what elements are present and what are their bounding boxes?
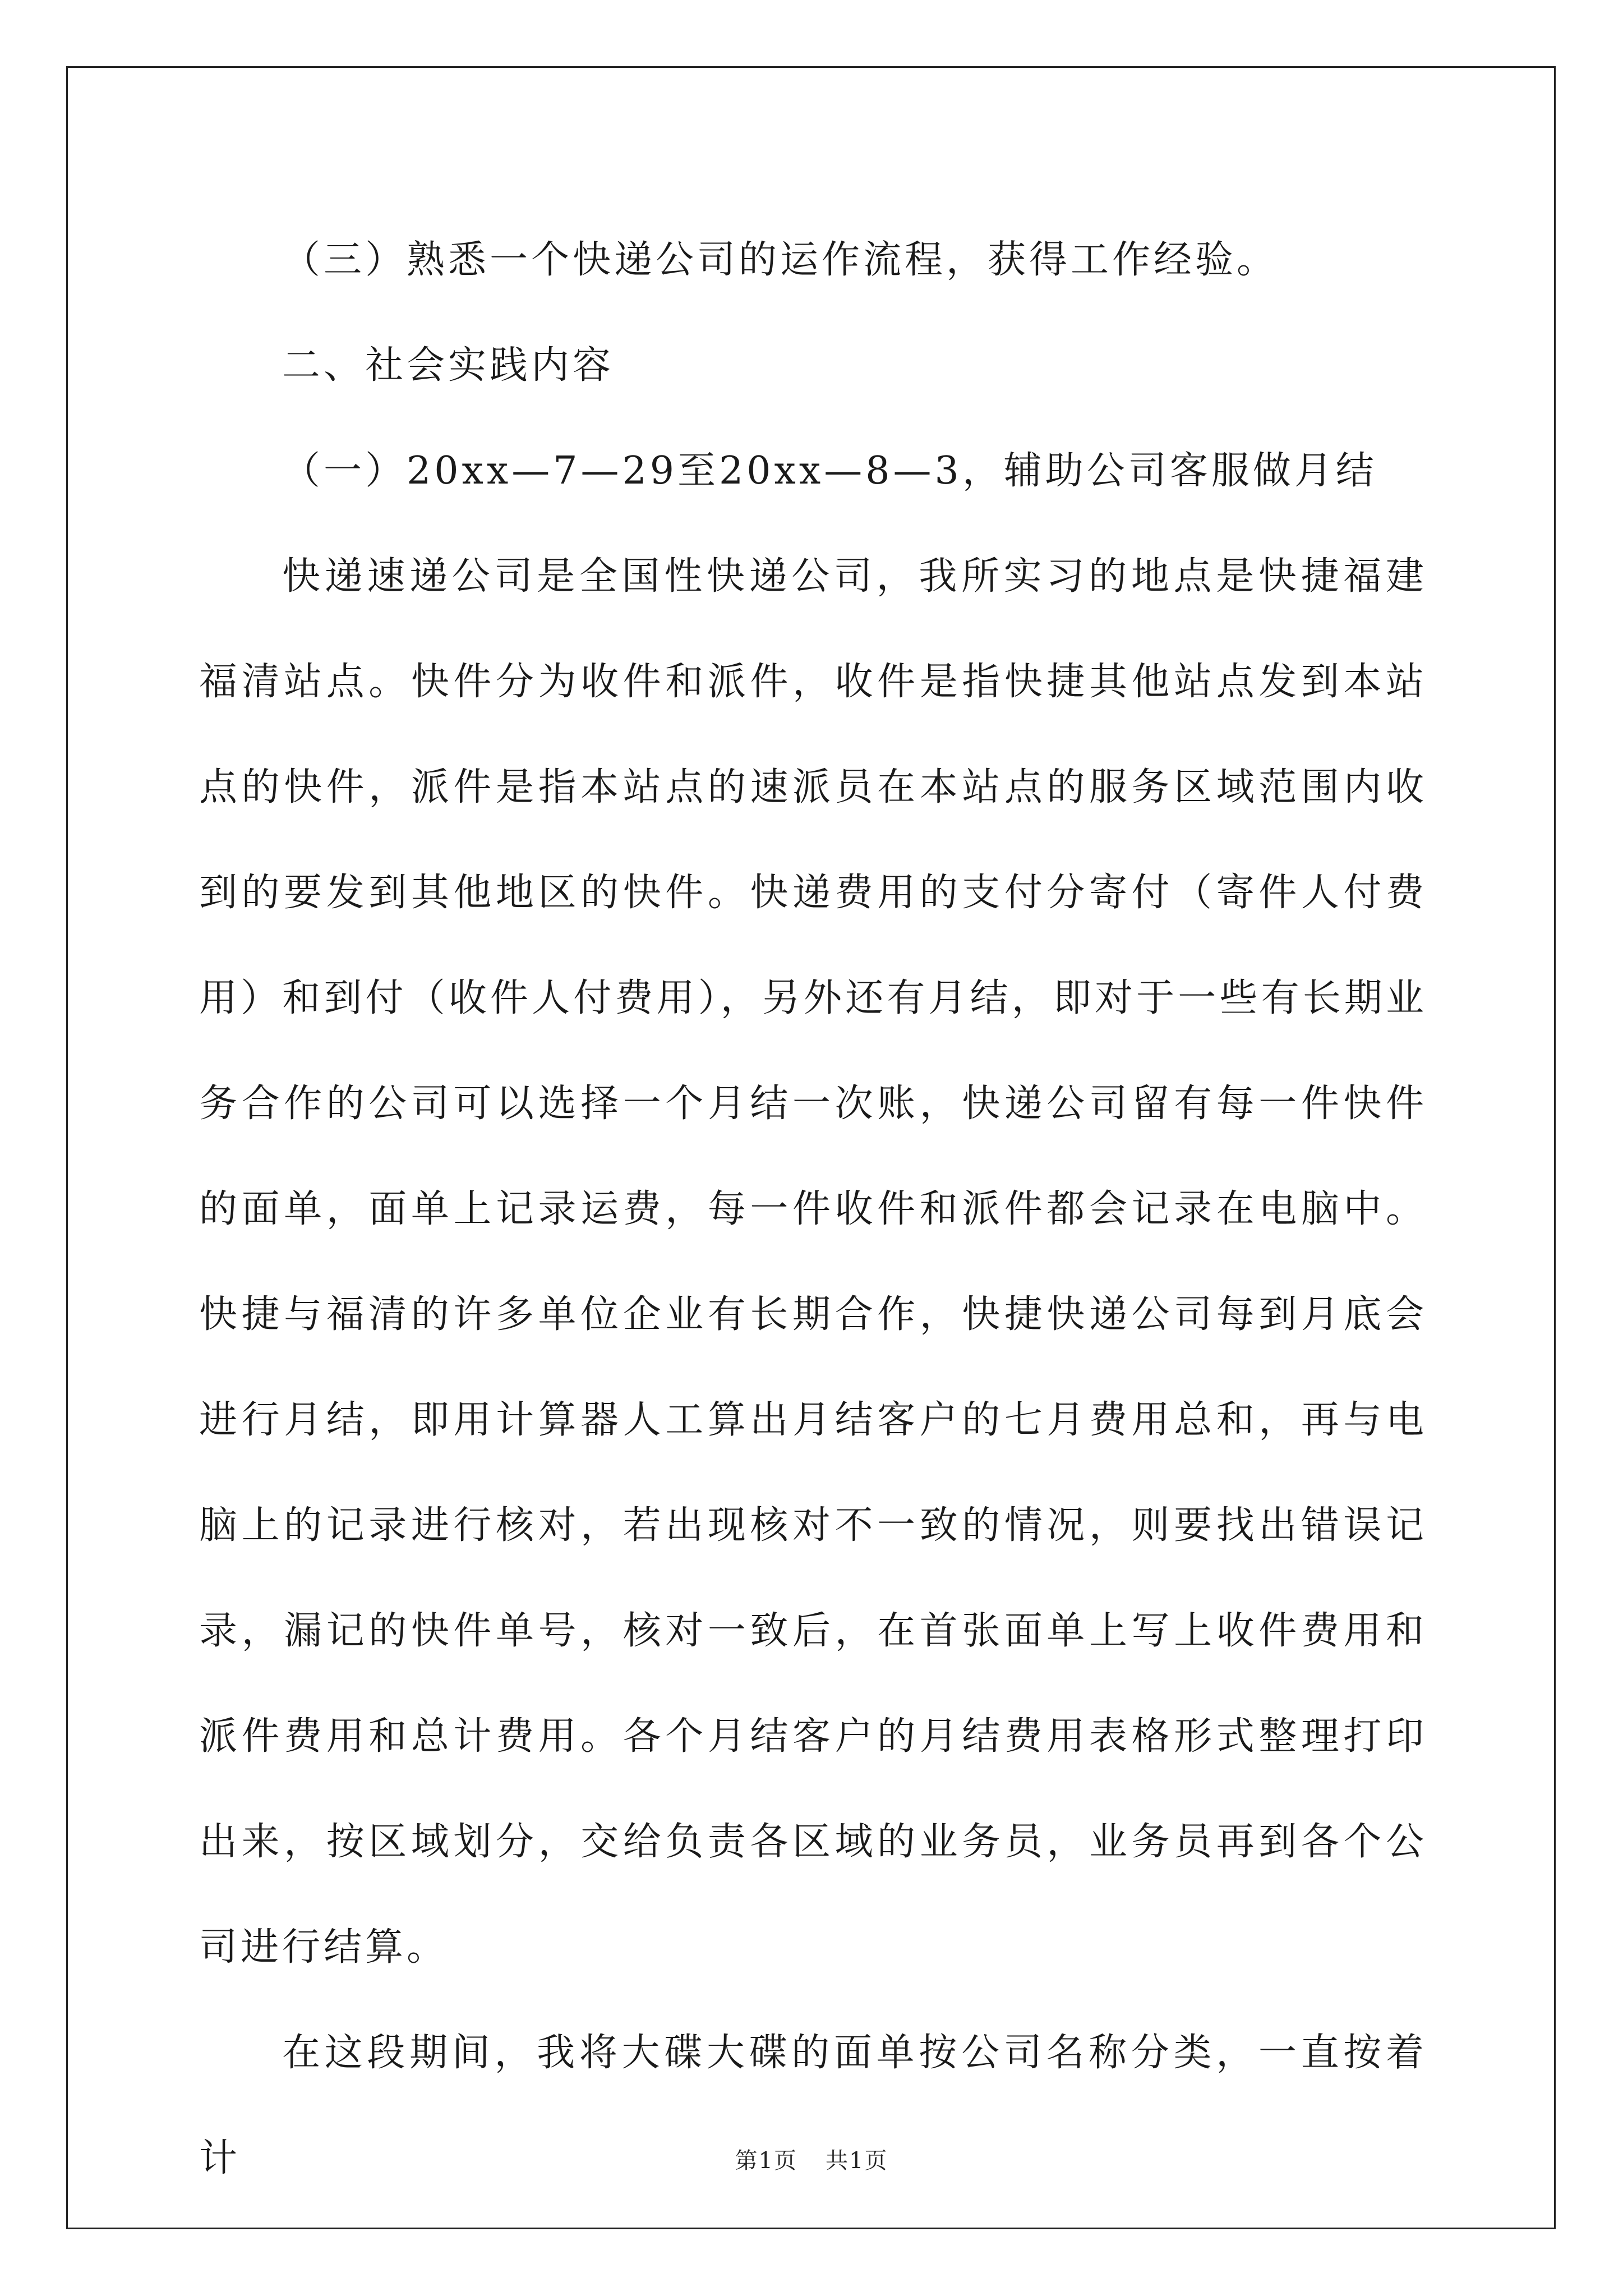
page-footer <box>0 2143 1623 2175</box>
paragraph-goal-three: （三）熟悉一个快递公司的运作流程，获得工作经验。 <box>282 238 1279 282</box>
page-total: 共1页 <box>826 2148 888 2174</box>
page-number: 第1页 <box>735 2148 797 2174</box>
section-heading-practice-content: 二、社会实践内容 <box>282 343 615 388</box>
paragraph-company-description: 快递速递公司是全国性快递公司，我所实习的地点是快捷福建福清站点。快件分为收件和派件，收件是指快捷其他站点发到本站点的快件，派件是指本站点的速派员在本站点的服务区域范围内收到的要发到其他地区的快件。快递费用的支付分寄付（寄件人付费用）和到付（收件人付费用），另外还有月结，即对于一些有长期业务合作的公司可以选择一个月结一次账，快递公司留有每一件快件的面单，面单上记录运费，每一件收件和派件都会记录在电脑中。快捷与福清的许多单位企业有长期合作，快捷快递公司每到月底会进行月结，即用计算器人工算出月结客户的七月费用总和，再与电脑上的记录进行核对，若出现核对不一致的情况，则要找出错误记录，漏记的快件单号，核对一致后，在首张面单上写上收件费用和派件费用和总计费用。各个月结客户的月结费用表格形式整理打印出来，按区域划分，交给负责各区域的业务员，业务员再到各个公司进行结算。 <box>199 554 1427 1970</box>
subheading-period-one: （一）20xx—7—29至20xx—8—3，辅助公司客服做月结 <box>282 449 1377 493</box>
document-body <box>199 208 1427 2211</box>
paragraph-work-during-period: 在这段期间，我将大碟大碟的面单按公司名称分类，一直按着计 <box>199 2031 1427 2180</box>
